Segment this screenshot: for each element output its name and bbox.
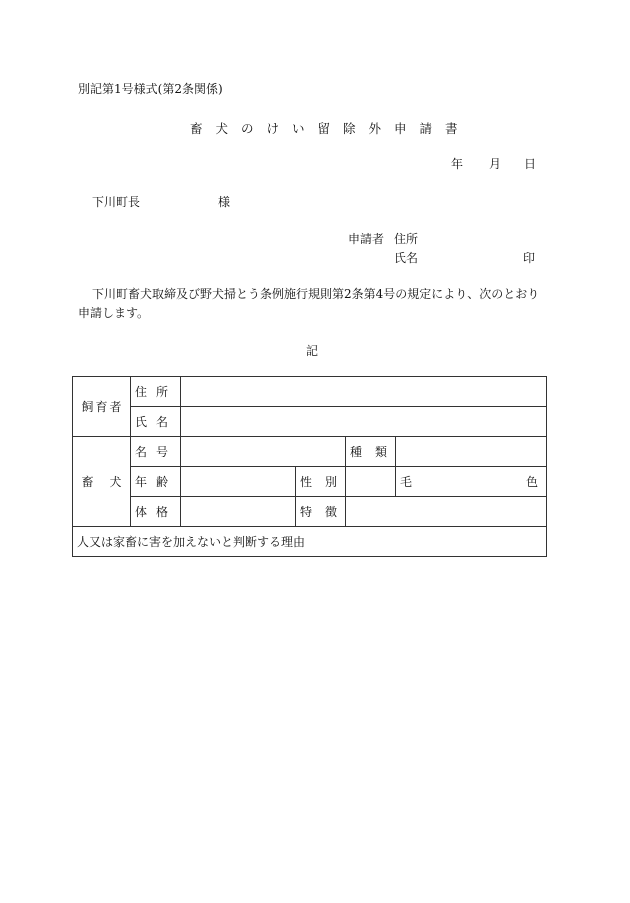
owner-label-char: 者 bbox=[109, 400, 122, 414]
owner-label-char: 育 bbox=[95, 400, 108, 414]
label-char: 名 bbox=[155, 415, 168, 429]
dog-features-label bbox=[296, 497, 346, 527]
dog-label-char: 犬 bbox=[109, 475, 122, 489]
dog-breed-label bbox=[346, 437, 396, 467]
addressee-name: 下川町長 bbox=[92, 195, 141, 209]
dog-label-char: 畜 bbox=[81, 475, 94, 489]
label-char: 毛 bbox=[400, 475, 413, 489]
applicant-label: 申請者 bbox=[348, 232, 385, 246]
applicant-name-label: 氏名 bbox=[394, 251, 419, 265]
dog-group-label bbox=[73, 437, 131, 527]
body-text: 下川町畜犬取締及び野犬掃とう条例施行規則第2条第4号の規定により、次のとおり申請します。 bbox=[78, 287, 540, 320]
label-char: 格 bbox=[155, 505, 168, 519]
form-title: 畜犬のけい留除外申請書 bbox=[190, 121, 471, 136]
label-char: 所 bbox=[155, 385, 168, 399]
label-char: 性 bbox=[300, 475, 313, 489]
seal-mark: 印 bbox=[523, 251, 536, 265]
addressee-honorific: 様 bbox=[218, 195, 231, 209]
dog-sex-label bbox=[296, 467, 346, 497]
label-char: 特 bbox=[300, 505, 313, 519]
owner-address-field[interactable] bbox=[181, 377, 547, 407]
label-char: 年 bbox=[135, 475, 148, 489]
dog-coat-label bbox=[396, 467, 547, 497]
label-char: 氏 bbox=[135, 415, 148, 429]
owner-label-char: 飼 bbox=[81, 400, 94, 414]
owner-address-label bbox=[131, 377, 181, 407]
label-char: 号 bbox=[155, 445, 168, 459]
dog-name-field[interactable] bbox=[181, 437, 346, 467]
dog-sex-field[interactable] bbox=[346, 467, 396, 497]
label-char: 別 bbox=[324, 475, 337, 489]
label-char: 住 bbox=[135, 385, 148, 399]
label-char: 徴 bbox=[324, 505, 337, 519]
owner-name-field[interactable] bbox=[181, 407, 547, 437]
date-month-label: 月 bbox=[489, 157, 502, 171]
date-year-label: 年 bbox=[451, 157, 464, 171]
applicant-address-label: 住所 bbox=[394, 232, 419, 246]
label-char: 色 bbox=[526, 475, 539, 489]
label-char: 体 bbox=[135, 505, 148, 519]
dog-age-label bbox=[131, 467, 181, 497]
dog-features-field[interactable] bbox=[346, 497, 547, 527]
dog-name-label bbox=[131, 437, 181, 467]
owner-name-label bbox=[131, 407, 181, 437]
form-id: 別記第1号様式(第2条関係) bbox=[78, 82, 223, 96]
ki-heading: 記 bbox=[306, 344, 319, 358]
label-char: 種 bbox=[350, 445, 363, 459]
dog-build-field[interactable] bbox=[181, 497, 296, 527]
owner-group-label bbox=[73, 377, 131, 437]
application-table bbox=[72, 376, 547, 557]
label-char: 齢 bbox=[155, 475, 168, 489]
date-day-label: 日 bbox=[524, 157, 537, 171]
reason-label: 人又は家畜に害を加えないと判断する理由 bbox=[77, 535, 306, 549]
reason-field[interactable] bbox=[73, 527, 547, 557]
label-char: 類 bbox=[374, 445, 387, 459]
dog-age-field[interactable] bbox=[181, 467, 296, 497]
label-char: 名 bbox=[135, 445, 148, 459]
dog-breed-field[interactable] bbox=[396, 437, 547, 467]
dog-build-label bbox=[131, 497, 181, 527]
